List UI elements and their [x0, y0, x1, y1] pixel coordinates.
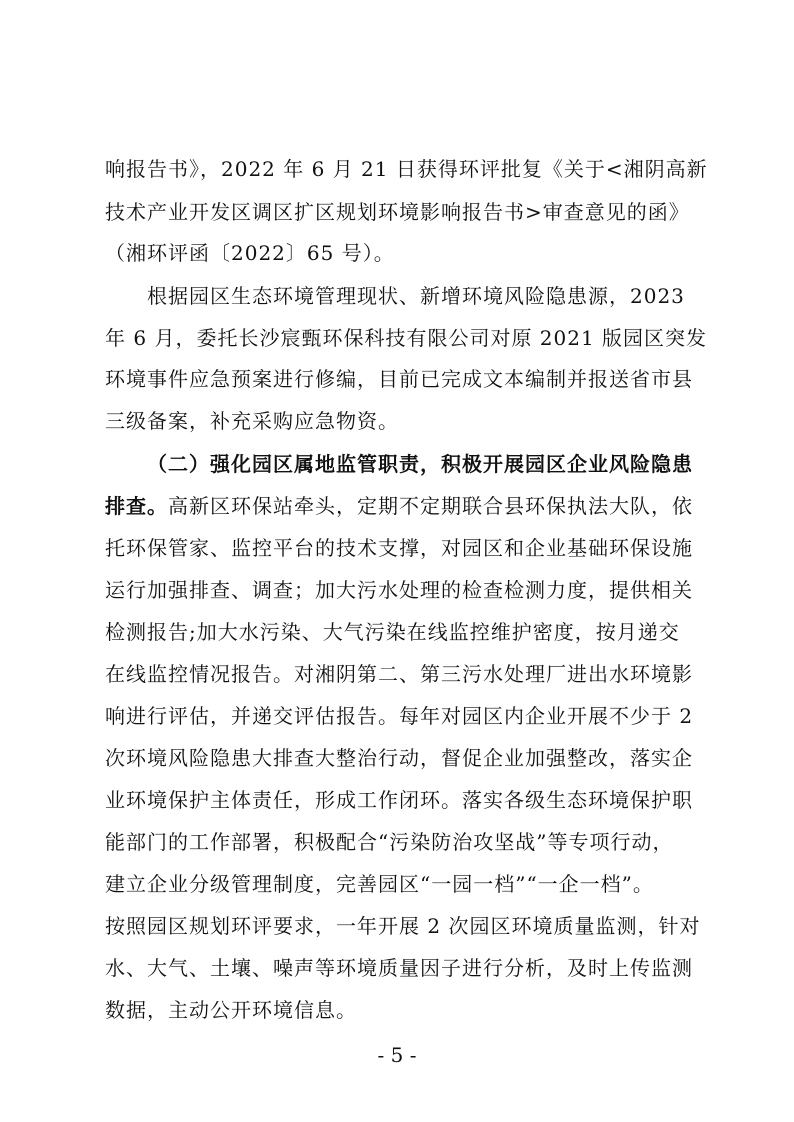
text-line: 次环境风险隐患大排查大整治行动，督促企业加强整改，落实企 [105, 746, 693, 770]
text-line: 水、大气、土壤、噪声等环境质量因子进行分析，及时上传监测 [105, 956, 693, 980]
text-line: 建立企业分级管理制度，完善园区“一园一档”“一企一档”。 [105, 872, 654, 896]
text-line: 运行加强排查、调查；加大污水处理的检查检测力度，提供相关 [105, 578, 693, 602]
page-number: - 5 - [377, 1043, 417, 1067]
text-line-with-heading [105, 493, 693, 519]
text-line: 响进行评估，并递交评估报告。每年对园区内企业开展不少于 2 [105, 704, 694, 728]
text-line: 环境事件应急预案进行修编，目前已完成文本编制并报送省市县 [105, 367, 693, 391]
text-line: 托环保管家、监控平台的技术支撑，对园区和企业基础环保设施 [105, 536, 693, 560]
text-line: 高新区环保站牵头，定期不定期联合县环保执法大队，依 [168, 494, 693, 518]
text-line: 业环境保护主体责任，形成工作闭环。落实各级生态环境保护职 [105, 788, 693, 812]
text-line: 检测报告;加大水污染、大气污染在线监控维护密度，按月递交 [105, 620, 680, 644]
text-line: 数据，主动公开环境信息。 [105, 998, 357, 1022]
section-heading-end: 排查。 [105, 494, 168, 518]
section-heading: （二）强化园区属地监管职责，积极开展园区企业风险隐患 [147, 452, 693, 476]
text-line: 年 6 月，委托长沙宸甄环保科技有限公司对原 2021 版园区突发 [105, 326, 708, 350]
text-line: 根据园区生态环境管理现状、新增环境风险隐患源，2023 [147, 284, 685, 308]
text-line: 响报告书》，2022 年 6 月 21 日获得环评批复《关于<湘阴高新 [105, 157, 708, 181]
text-line: 三级备案，补充采购应急物资。 [105, 409, 399, 433]
text-line: 能部门的工作部署，积极配合“污染防治攻坚战”等专项行动， [105, 830, 674, 854]
text-line: （湘环评函〔2022〕65 号）。 [105, 241, 395, 265]
text-line: 技术产业开发区调区扩区规划环境影响报告书>审查意见的函》 [105, 200, 690, 224]
text-line: 在线监控情况报告。对湘阴第二、第三污水处理厂进出水环境影 [105, 662, 693, 686]
text-line: 按照园区规划环评要求，一年开展 2 次园区环境质量监测，针对 [105, 914, 701, 938]
